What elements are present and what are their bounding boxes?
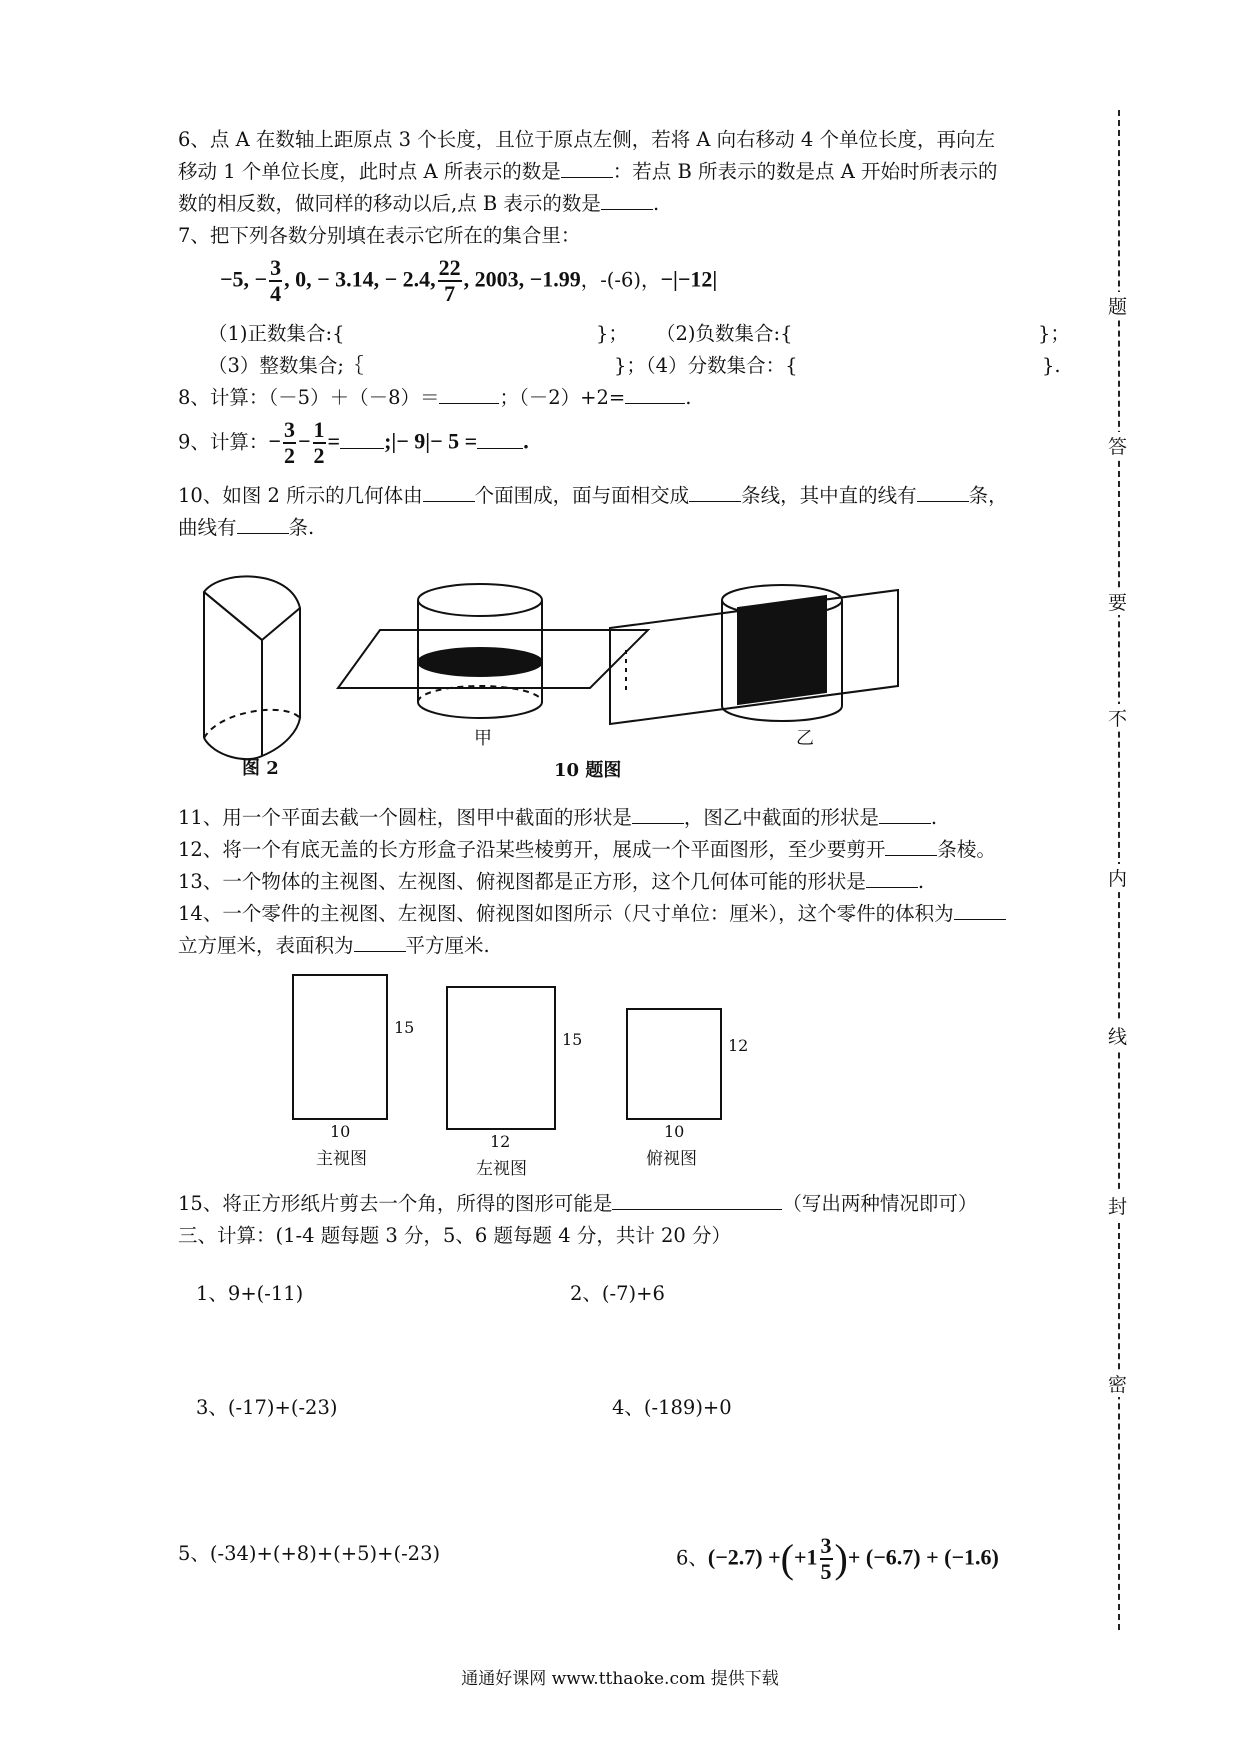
q6-line3: 数的相反数，做同样的移动以后,点 B 表示的数是 . [178, 192, 660, 215]
q7-title: 7、把下列各数分别填在表示它所在的集合里： [178, 224, 581, 247]
q6-line1: 6、点 A 在数轴上距原点 3 个长度，且位于原点左侧，若将 A 向右移动 4 个单位长度，再向左 [178, 128, 995, 151]
q12: 12、将一个有底无盖的长方形盒子沿某些棱剪开，展成一个平面图形，至少要剪开 条棱。 [178, 838, 996, 861]
calc-6: 6、(−2.7) +(+1 $\frac{3}{5}$ )+ (−6.7) + (−1.6) [676, 1533, 999, 1584]
calc-3: 3、(-17)+(-23) [196, 1396, 338, 1419]
binding-char: 不 [1108, 704, 1127, 731]
q7-set-negative: （2)负数集合:{ [656, 322, 793, 345]
q7-set-negative-end: }； [1038, 322, 1070, 345]
caption-jia: 甲 [474, 728, 492, 749]
front-view-label: 主视图 [316, 1149, 367, 1169]
binding-char: 线 [1108, 1022, 1127, 1049]
binding-char: 题 [1108, 292, 1127, 319]
top-view-width: 10 [664, 1122, 685, 1141]
calc-4: 4、(-189)+0 [612, 1396, 732, 1419]
left-view-rect [446, 986, 556, 1130]
q6-line2: 移动 1 个单位长度，此时点 A 所表示的数是 ：若点 B 所表示的数是点 A 开始时所表示的 [178, 160, 998, 183]
q15: 15、将正方形纸片剪去一个角，所得的图形可能是 （写出两种情况即可） [178, 1192, 978, 1215]
q7-number-list: −5, − $\frac{3}{4}$ , 0, − 3.14, − 2.4, $\frac{22}{7}$ , 2003, −1.99，-(-6)，−|−12| [220, 255, 718, 306]
q13: 13、一个物体的主视图、左视图、俯视图都是正方形，这个几何体可能的形状是 . [178, 870, 925, 893]
q7-set-positive-end: }； [596, 322, 628, 345]
caption-fig2: 图 2 [242, 758, 279, 779]
q7-set-fraction: }；（4）分数集合：{ [614, 354, 798, 377]
q10-line1: 10、如图 2 所示的几何体由 个面围成，面与面相交成 条线，其中直的线有 条， [178, 484, 1008, 507]
q14-line1: 14、一个零件的主视图、左视图、俯视图如图所示（尺寸单位：厘米），这个零件的体积为 [178, 900, 1006, 928]
front-view-rect [292, 974, 388, 1120]
binding-char: 答 [1108, 432, 1127, 459]
calc-1: 1、9+(-11) [196, 1282, 304, 1305]
top-view-label: 俯视图 [646, 1149, 697, 1169]
calc-5: 5、(-34)+(+8)+(+5)+(-23) [178, 1542, 441, 1565]
q10-line2: 曲线有 条. [178, 516, 315, 539]
binding-char: 内 [1108, 864, 1127, 891]
q7-set-fraction-end: }. [1042, 354, 1061, 377]
left-view-width: 12 [490, 1132, 511, 1151]
binding-char: 密 [1108, 1370, 1127, 1397]
q14-line2: 立方厘米，表面积为 平方厘米. [178, 934, 490, 957]
top-view-rect [626, 1008, 722, 1120]
calc-2: 2、(-7)+6 [570, 1282, 665, 1305]
left-view-height: 15 [562, 1030, 583, 1049]
q9: 9、计算：− $\frac{3}{2}$ − $\frac{1}{2}$ = ;|− 9|− 5 = . [178, 417, 529, 468]
left-view-label: 左视图 [476, 1159, 527, 1179]
q11: 11、用一个平面去截一个圆柱，图甲中截面的形状是 ，图乙中截面的形状是 . [178, 806, 938, 829]
top-view-height: 12 [728, 1036, 749, 1055]
q7-set-positive: （1)正数集合:{ [208, 322, 345, 345]
front-view-width: 10 [330, 1122, 351, 1141]
q8: 8、计算：（－5）＋（－8）＝ ；（－2）+2= . [178, 386, 692, 409]
binding-char: 要 [1108, 588, 1127, 615]
caption-fig10: 10 题图 [554, 760, 622, 781]
front-view-height: 15 [394, 1018, 415, 1037]
section3-title: 三、计算：(1-4 题每题 3 分，5、6 题每题 4 分，共计 20 分） [178, 1224, 732, 1247]
binding-char: 封 [1108, 1192, 1127, 1219]
footer: 通通好课网 www.tthaoke.com 提供下载 [461, 1669, 779, 1689]
caption-yi: 乙 [796, 728, 814, 749]
q7-set-integer: （3）整数集合;｛ [208, 354, 364, 377]
